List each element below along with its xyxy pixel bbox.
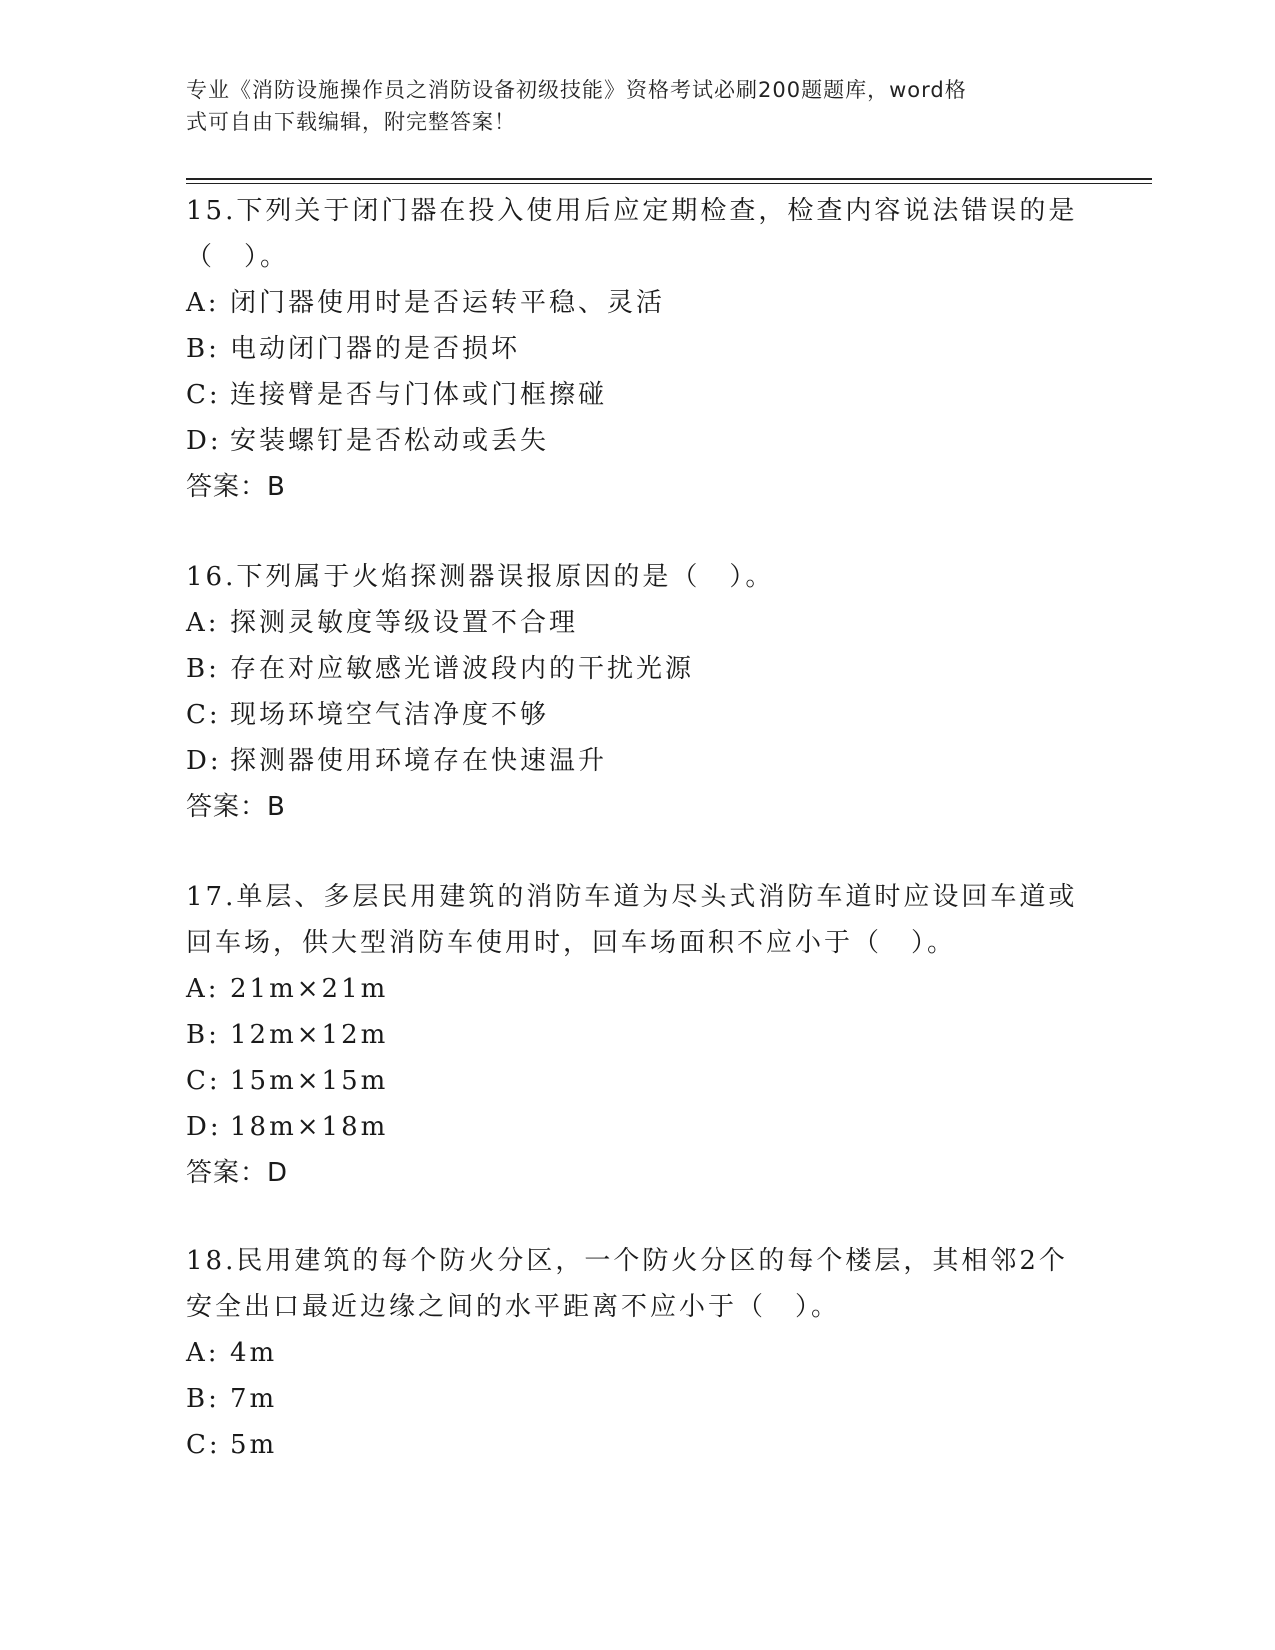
option-text: 21m×21m [230, 974, 389, 1004]
option-a [186, 966, 1086, 1012]
option-c [186, 1422, 1086, 1468]
header-divider-thin [186, 183, 1152, 184]
option-d [186, 738, 1086, 784]
option-letter: C: [186, 1066, 221, 1096]
option-a [186, 280, 1086, 326]
option-text: 4m [230, 1338, 278, 1368]
option-c [186, 372, 1086, 418]
option-b [186, 1012, 1086, 1058]
document-header [186, 74, 1066, 138]
header-line-2: 式可自由下载编辑，附完整答案！ [186, 110, 516, 134]
option-a [186, 600, 1086, 646]
question-15 [186, 188, 1086, 510]
option-letter: C: [186, 380, 221, 410]
option-d [186, 418, 1086, 464]
option-letter: B: [186, 334, 220, 364]
option-text: 探测器使用环境存在快速温升 [230, 746, 608, 776]
option-text: 电动闭门器的是否损坏 [230, 334, 521, 364]
option-text: 15m×15m [230, 1066, 389, 1096]
option-d [186, 1104, 1086, 1150]
option-letter: A: [186, 974, 220, 1004]
option-letter: C: [186, 700, 221, 730]
option-letter: C: [186, 1430, 221, 1460]
option-letter: A: [186, 1338, 220, 1368]
option-b [186, 326, 1086, 372]
option-text: 探测灵敏度等级设置不合理 [230, 608, 579, 638]
question-stem-line-1: 18.民用建筑的每个防火分区，一个防火分区的每个楼层，其相邻2个 [186, 1246, 1068, 1276]
header-divider-thick [186, 178, 1152, 180]
question-stem-line-2: （ ）。 [186, 242, 290, 272]
header-line-1: 专业《消防设施操作员之消防设备初级技能》资格考试必刷200题题库，word格 [186, 78, 967, 102]
option-letter: B: [186, 1020, 220, 1050]
option-a [186, 1330, 1086, 1376]
option-text: 5m [230, 1430, 278, 1460]
option-c [186, 692, 1086, 738]
option-letter: D: [186, 1112, 222, 1142]
question-stem-line-1: 16.下列属于火焰探测器误报原因的是（ ）。 [186, 562, 775, 592]
option-text: 安装螺钉是否松动或丢失 [230, 426, 550, 456]
question-17 [186, 874, 1086, 1196]
option-text: 闭门器使用时是否运转平稳、灵活 [230, 288, 666, 318]
option-letter: A: [186, 608, 220, 638]
question-stem-line-2: 回车场，供大型消防车使用时，回车场面积不应小于（ ）。 [186, 928, 957, 958]
answer-line: 答案：B [186, 792, 286, 822]
question-stem-line-1: 15.下列关于闭门器在投入使用后应定期检查，检查内容说法错误的是 [186, 196, 1078, 226]
option-letter: B: [186, 1384, 220, 1414]
option-b [186, 646, 1086, 692]
question-16 [186, 554, 1086, 830]
answer-line: 答案：B [186, 472, 286, 502]
option-letter: D: [186, 426, 222, 456]
question-stem-line-2: 安全出口最近边缘之间的水平距离不应小于（ ）。 [186, 1292, 841, 1322]
option-text: 存在对应敏感光谱波段内的干扰光源 [230, 654, 695, 684]
answer-line: 答案：D [186, 1158, 289, 1188]
option-text: 18m×18m [230, 1112, 389, 1142]
option-text: 现场环境空气洁净度不够 [230, 700, 550, 730]
option-text: 连接臂是否与门体或门框擦碰 [230, 380, 608, 410]
option-b [186, 1376, 1086, 1422]
question-stem-line-1: 17.单层、多层民用建筑的消防车道为尽头式消防车道时应设回车道或 [186, 882, 1078, 912]
option-letter: A: [186, 288, 220, 318]
option-letter: D: [186, 746, 222, 776]
option-text: 7m [230, 1384, 278, 1414]
option-letter: B: [186, 654, 220, 684]
option-c [186, 1058, 1086, 1104]
question-18 [186, 1238, 1086, 1468]
option-text: 12m×12m [230, 1020, 389, 1050]
